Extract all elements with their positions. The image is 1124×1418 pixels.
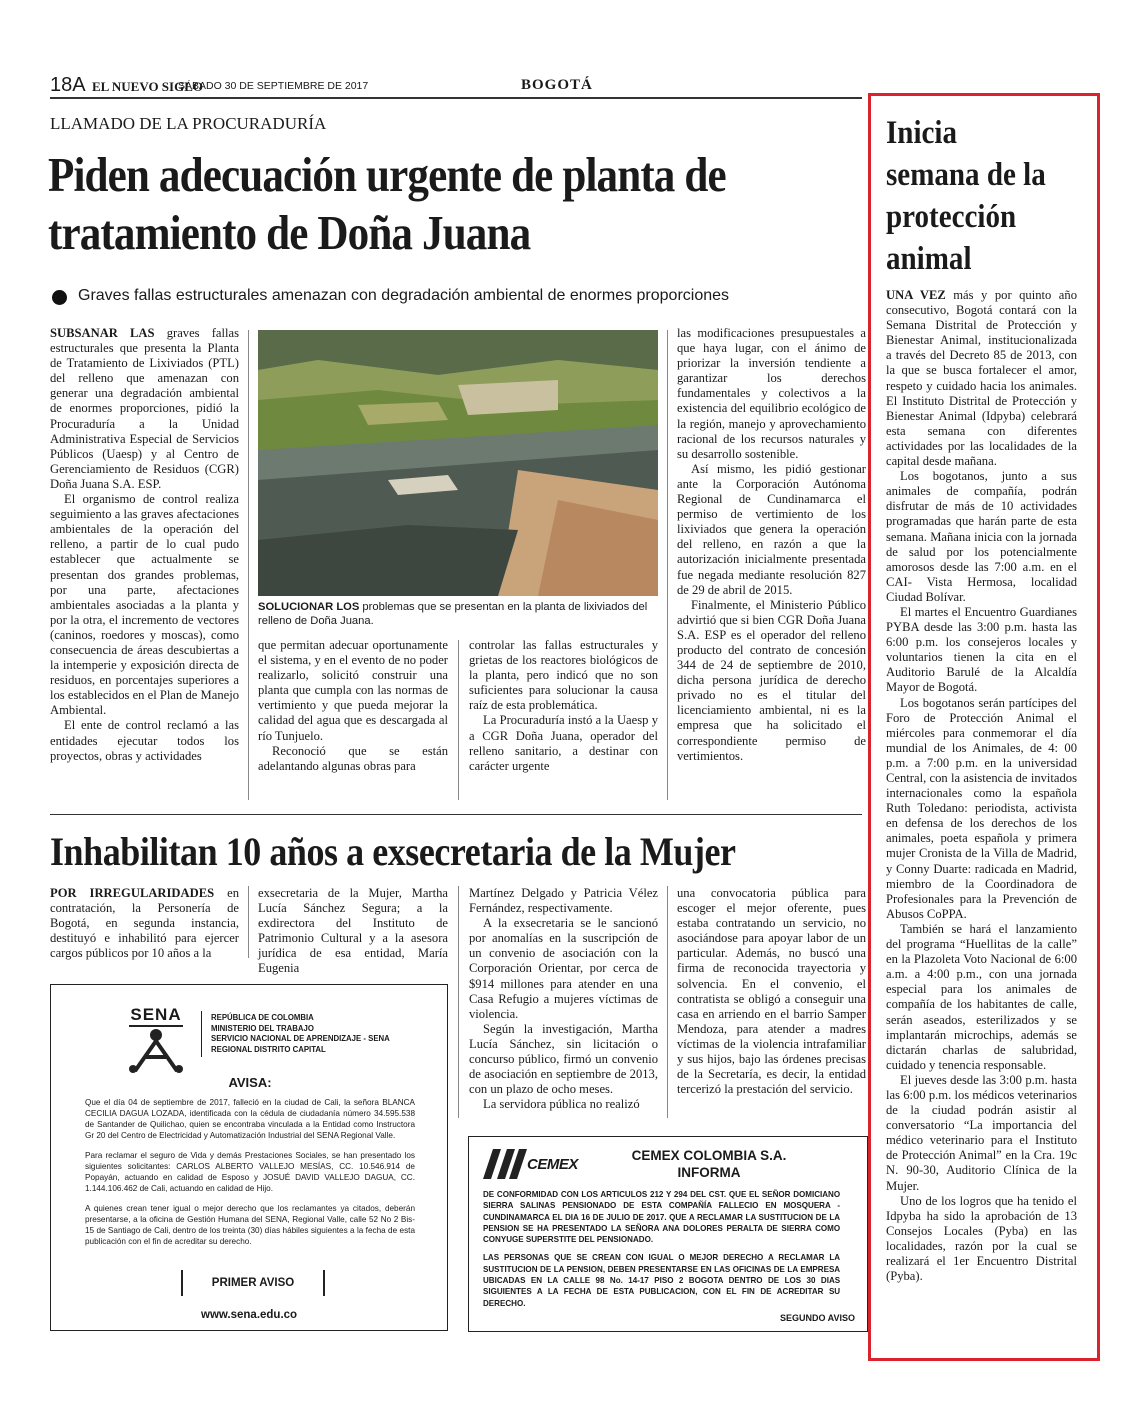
main-col-2	[258, 638, 448, 774]
main-col-4-p1: las modificaciones presupuestales a que haya lugar, con el ánimo de priorizar la inversión tendiente a garantizar los derechos fundamentales y colectivos a la existencia del equilibrio ecológico de la región, manejo y aprovechamiento racional de los recursos naturales y su desarrollo sostenible.	[677, 326, 866, 461]
main-col-3	[469, 638, 658, 774]
sena-p3: A quienes crean tener igual o mejor derecho que los reclamantes ya citados, deberán presentarse, a la oficina de Gestión Humana del SENA, Regional Valle, calle 52 No 2 Bis-15 de Santiago de Cali, dentro de los treinta (30) días hábiles siguientes a la fecha de esta publicación con el fin de acreditar su derecho.	[85, 1204, 415, 1246]
column-divider	[458, 640, 459, 800]
sena-notice-box	[181, 1270, 325, 1296]
cemex-ad	[468, 1136, 868, 1332]
main-col-4	[677, 326, 866, 764]
column-divider	[667, 330, 668, 800]
photo-caption-lead: SOLUCIONAR LOS	[258, 601, 360, 613]
sidebar-p5: También se hará el lanzamiento del programa “Huellitas de la calle” en la Plazoleta Voto Nacional de 6:00 a.m. a 4:00 p.m., con una jornada especial para los animales de compañía de los habitantes de calle, serán aseados, esterilizados y se implantarán microchips, además se dictarán charlas de salubridad, cuidado y tenencia responsable.	[886, 921, 1077, 1072]
sena-logo	[121, 1005, 191, 1075]
main-headline: Piden adecuación urgente de planta de tratamiento de Doña Juana	[48, 147, 726, 260]
sena-p1: Que el día 04 de septiembre de 2017, falleció en la ciudad de Cali, la señora BLANCA CECILIA DAGUA LOZADA, identificada con la cédula de ciudadanía número 34.595.538 de Santander de Quilichao, quien se encontraba vinculada a la Entidad como Instructora Gr 20 del Centro de Electricidad y Automatización Industrial del SENA Regional Valle.	[85, 1098, 415, 1140]
main-col-3-p1: controlar las fallas estructurales y grietas de los reactores biológicos de la planta, pero indicó que no son suficientes para solucionar la causa raíz de esta problemática.	[469, 638, 658, 713]
main-col-1-lead: SUBSANAR LAS	[50, 326, 155, 340]
sidebar-body	[886, 288, 1077, 1284]
cemex-p2: LAS PERSONAS QUE SE CREAN CON IGUAL O MEJOR DERECHO A RECLAMAR LA SUSTITUCION DE LA PENSION, DEBEN PRESENTARSE EN LAS OFICINAS DE LA EMPRESA UBICADAS EN LA CALLE 98 No. 14-17 PISO 2 BOGOTA DENTRO DE LOS 30 DIAS SIGUIENTES A LA FECHA DE ESTA PUBLICACION, CON EL FIN DE ACREDITAR SU DERECHO.	[483, 1252, 841, 1308]
column-divider	[248, 886, 249, 958]
sena-header-line: REGIONAL DISTRITO CAPITAL	[211, 1044, 326, 1054]
second-col-1	[50, 886, 239, 961]
photo-caption-text: problemas que se presentan en la planta de lixiviados del relleno de Doña Juana.	[258, 601, 648, 627]
sena-header-line: MINISTERIO DEL TRABAJO	[211, 1023, 314, 1033]
cemex-logo-text: CEMEX	[527, 1156, 578, 1173]
second-col-4-p1: una convocatoria pública para escoger el mejor oferente, pues estaba contratando un servicio, no asociándose para apoyar labor de un particular. Además, no buscó una firma de reconocida trayectoria y solvencia. En el convenio, el contratista se obligó a conseguir una casa en arriendo en el barrio Samper Mendoza, para atender a madres víctimas de la violencia intrafamiliar y sus hijos, bajo las órdenes precisas de la Secretaría, es decir, la entidad tercerizó la prestación del servicio.	[677, 886, 866, 1097]
column-divider	[667, 886, 668, 1118]
sena-ad	[50, 984, 448, 1331]
sena-logo-icon	[121, 1027, 191, 1075]
main-col-3-p2: La Procuraduría instó a la Uaesp y a CGR Doña Juana, operador del relleno sanitario, a destinar con carácter urgente	[469, 713, 658, 773]
sena-logo-text: SENA	[129, 1005, 183, 1027]
cemex-notice: SEGUNDO AVISO	[779, 1313, 855, 1323]
sidebar-p4: Los bogotanos serán partícipes del Foro de Protección Animal el miércoles para conmemorar el día mundial de los Animales, de 4: 00 p.m. a 7:00 p.m. en la universidad Central, con la asistencia de invitados internacionales como la española Ruth Toledano: periodista, activista en defensa de los derechos de los animales, poeta española y primera mujer Cronista de la Villa de Madrid, y Conny Duarte: radicada en Madrid, miembro de la Coordinadora de Profesionales para la Prevención de Abusos CoPPA.	[886, 695, 1077, 921]
second-headline: Inhabilitan 10 años a exsecretaria de la Mujer	[50, 829, 736, 874]
subhead: Graves fallas estructurales amenazan con degradación ambiental de enormes proporciones	[78, 287, 730, 304]
cemex-logo-icon	[483, 1149, 527, 1179]
sena-title: AVISA:	[228, 1075, 272, 1090]
second-col-4	[677, 886, 866, 1097]
issue-date: SÁBADO 30 DE SEPTIEMBRE DE 2017	[178, 80, 369, 92]
cemex-body	[483, 1189, 840, 1309]
main-col-1-p2: El organismo de control realiza seguimiento a las graves afectaciones ambientales de la operación del relleno, a partir de lo cual pudo establecer que actualmente se presentan dos grandes problemas, por una parte, afectaciones ambientales asociadas a la planta y por la otra, el incremento de vectores (caninos, roedores y moscas), como consecuencia de áreas descubiertas a la intemperie y exposición directa de residuos, en porcentajes superiores a los establecidos en el Plan de Manejo Ambiental.	[50, 492, 239, 718]
cemex-title-line1: CEMEX COLOMBIA S.A.	[631, 1148, 787, 1163]
sena-header-divider	[201, 1011, 202, 1057]
sena-url[interactable]: www.sena.edu.co	[201, 1309, 298, 1321]
second-col-1-p1: en contratación, la Personería de Bogotá, en segunda instancia, destituyó e inhabilitó para ejercer cargos públicos por 10 años a la	[50, 886, 239, 961]
section-name: BOGOTÁ	[521, 77, 593, 93]
sidebar-p6: El jueves desde las 3:00 p.m. hasta las 6:00 p.m. los médicos veterinarios de la ciudad podrán asistir al conversatorio “La importancia del médico veterinario para el Instituto de Protección Animal” en la Cra. 19c N. 90-30, Auditorio Clínica de la Mujer.	[886, 1072, 1077, 1193]
sena-notice: PRIMER AVISO	[211, 1277, 295, 1289]
main-col-4-p2: Así mismo, les pidió gestionar ante la Corporación Autónoma Regional de Cundinamarca el permiso de vertimiento de los lixiviados que genera la operación del relleno, en razón a que la autorización inicialmente presentada fue negada mediante resolución 827 de 29 de abril de 2015.	[677, 461, 866, 597]
sena-header-line: REPÚBLICA DE COLOMBIA	[211, 1013, 314, 1022]
column-divider	[458, 886, 459, 1118]
main-col-1-p1: graves fallas estructurales que presenta la Planta de Tratamiento de Lixiviados (PTL) del relleno que amenazan con generar una degradación ambiental de enormes proporciones, pidió la Procuraduría a la Unidad Administrativa Especial de Servicios Públicos (Uaesp) y al Centro de Gerenciamiento de Residuos (CGR) Doña Juana S.A. ESP.	[50, 326, 239, 491]
masthead-rule	[50, 97, 862, 99]
section-rule	[50, 814, 862, 815]
second-col-3-p2: A la exsecretaria se le sancionó por anomalías en la suscripción de un convenio de asociación con la Corporación Orientar, por cerca de $914 millones para atender en una Casa Refugio a mujeres víctimas de violencia.	[469, 916, 658, 1021]
sena-header	[211, 1013, 390, 1055]
second-col-3-p3: Según la investigación, Martha Lucía Sánchez, sin licitación o concurso público, firmó un convenio de asociación en septiembre de 2013, con un plazo de ocho meses.	[469, 1021, 658, 1097]
second-col-1-lead: POR IRREGULARIDADES	[50, 886, 215, 900]
sidebar-p3: El martes el Encuentro Guardianes PYBA desde las 3:00 p.m. hasta las 6:00 p.m. los consejeros locales y voluntarios tienen la cita en el Auditorio Barulé de la Alcaldía Mayor de Bogotá.	[886, 604, 1077, 695]
cemex-title	[609, 1147, 809, 1181]
second-col-3	[469, 886, 658, 1112]
column-divider	[248, 330, 249, 800]
sena-p2: Para reclamar el seguro de Vida y demás Prestaciones Sociales, se han presentado los siguientes solicitantes: CARLOS ALBERTO VALLEJO MESÍAS, CC. 10.546.914 de Popayán, actuando en calidad de Esposo y JOSUÉ DAVID VALLEJO DAGUA, CC. 1.144.106.462 de Cali, actuando en calidad de Hijo.	[85, 1151, 415, 1193]
page-number: 18A	[50, 74, 86, 96]
cemex-logo	[483, 1149, 591, 1179]
sidebar-headline: Inicia semana de la protección animal	[886, 115, 1046, 277]
main-col-4-p3: Finalmente, el Ministerio Público advirtió que si bien CGR Doña Juana S.A. ESP es el operador del relleno producto del contrato de concesión 344 de 24 de septiembre de 2010, dicha persona jurídica de derecho privado no es el titular del licenciamiento ambiental, ni es la empresa que ha solicitado el correspondiente permiso de vertimientos.	[677, 597, 866, 763]
sidebar-p1: más y por quinto año consecutivo, Bogotá contará con la Semana Distrital de Protección y Bienestar Animal, institucionalizada a través del Decreto 85 de 2013, con la que se busca fortalecer el amor, respeto y cuidado hacia los animales. El Instituto Distrital de Protección y Bienestar Animal (Idpyba) celebrará esta semana con diferentes actividades por las localidades de la capital desde mañana.	[886, 288, 1077, 469]
main-col-1-p3: El ente de control reclamó a las entidades ejecutar todos los proyectos, obras y actividades	[50, 718, 239, 763]
cemex-p1: DE CONFORMIDAD CON LOS ARTICULOS 212 Y 294 DEL CST. QUE EL SEÑOR DOMICIANO SIERRA SALINAS PENSIONADO DE ESTA COMPAÑÍA FALLECIO EN MOSQUERA -CUNDINAMARCA EL DIA 16 DE JULIO DE 2017. QUE A RECLAMAR LA SUSTITUCION DE LA PENSION SE HA PRESENTADO LA SEÑORA ANA DOLORES PERALTA DE SIERRA COMO CONYUGE SUPERSTITE DEL PENSIONADO.	[483, 1189, 841, 1245]
second-col-2-p1: exsecretaria de la Mujer, Martha Lucía Sánchez Segura; a la exdirectora del Instituto de Patrimonio Cultural y a la asesora jurídica de esa entidad, María Eugenia	[258, 886, 448, 976]
sidebar-p7: Uno de los logros que ha tenido el Idpyba ha sido la aprobación de 13 Consejos Locales (Pyba) en las localidades, razón por la cual se realizará el 1er Encuentro Distrital (Pyba).	[886, 1193, 1077, 1284]
main-col-2-p1: que permitan adecuar oportunamente el sistema, y en el evento de no poder realizarlo, solicitó construir una planta que cumpla con las normas de vertimiento y que pueda mejorar la calidad del agua que es descargada al río Tunjuelo.	[258, 638, 448, 743]
newspaper-name: EL NUEVO SIGLO	[92, 79, 203, 94]
second-col-3-p1: Martínez Delgado y Patricia Vélez Fernández, respectivamente.	[469, 886, 658, 916]
kicker: LLAMADO DE LA PROCURADURÍA	[50, 114, 327, 133]
second-col-3-p4: La servidora pública no realizó	[483, 1097, 640, 1112]
sidebar-lead: UNA VEZ	[886, 288, 946, 302]
subhead-bullet	[52, 290, 67, 305]
sena-body	[85, 1097, 415, 1247]
landfill-photo	[258, 330, 658, 596]
cemex-title-line2: INFORMA	[677, 1165, 741, 1180]
main-col-1	[50, 326, 239, 764]
landfill-photo-illustration	[258, 330, 658, 596]
sidebar-p2: Los bogotanos, junto a sus animales de compañía, podrán disfrutar de más de 10 actividades programadas que harán parte de esta semana. Mañana inicia con la jornada de salud por los potencialmente amorosos desde las 7:00 a.m. en el CAI- Vista Hermosa, localidad Ciudad Bolívar.	[886, 469, 1077, 604]
sena-header-line: SERVICIO NACIONAL DE APRENDIZAJE - SENA	[211, 1034, 390, 1043]
main-col-2-p2: Reconoció que se están adelantando algunas obras para	[258, 743, 448, 773]
photo-caption	[258, 601, 658, 628]
second-col-2	[258, 886, 448, 977]
